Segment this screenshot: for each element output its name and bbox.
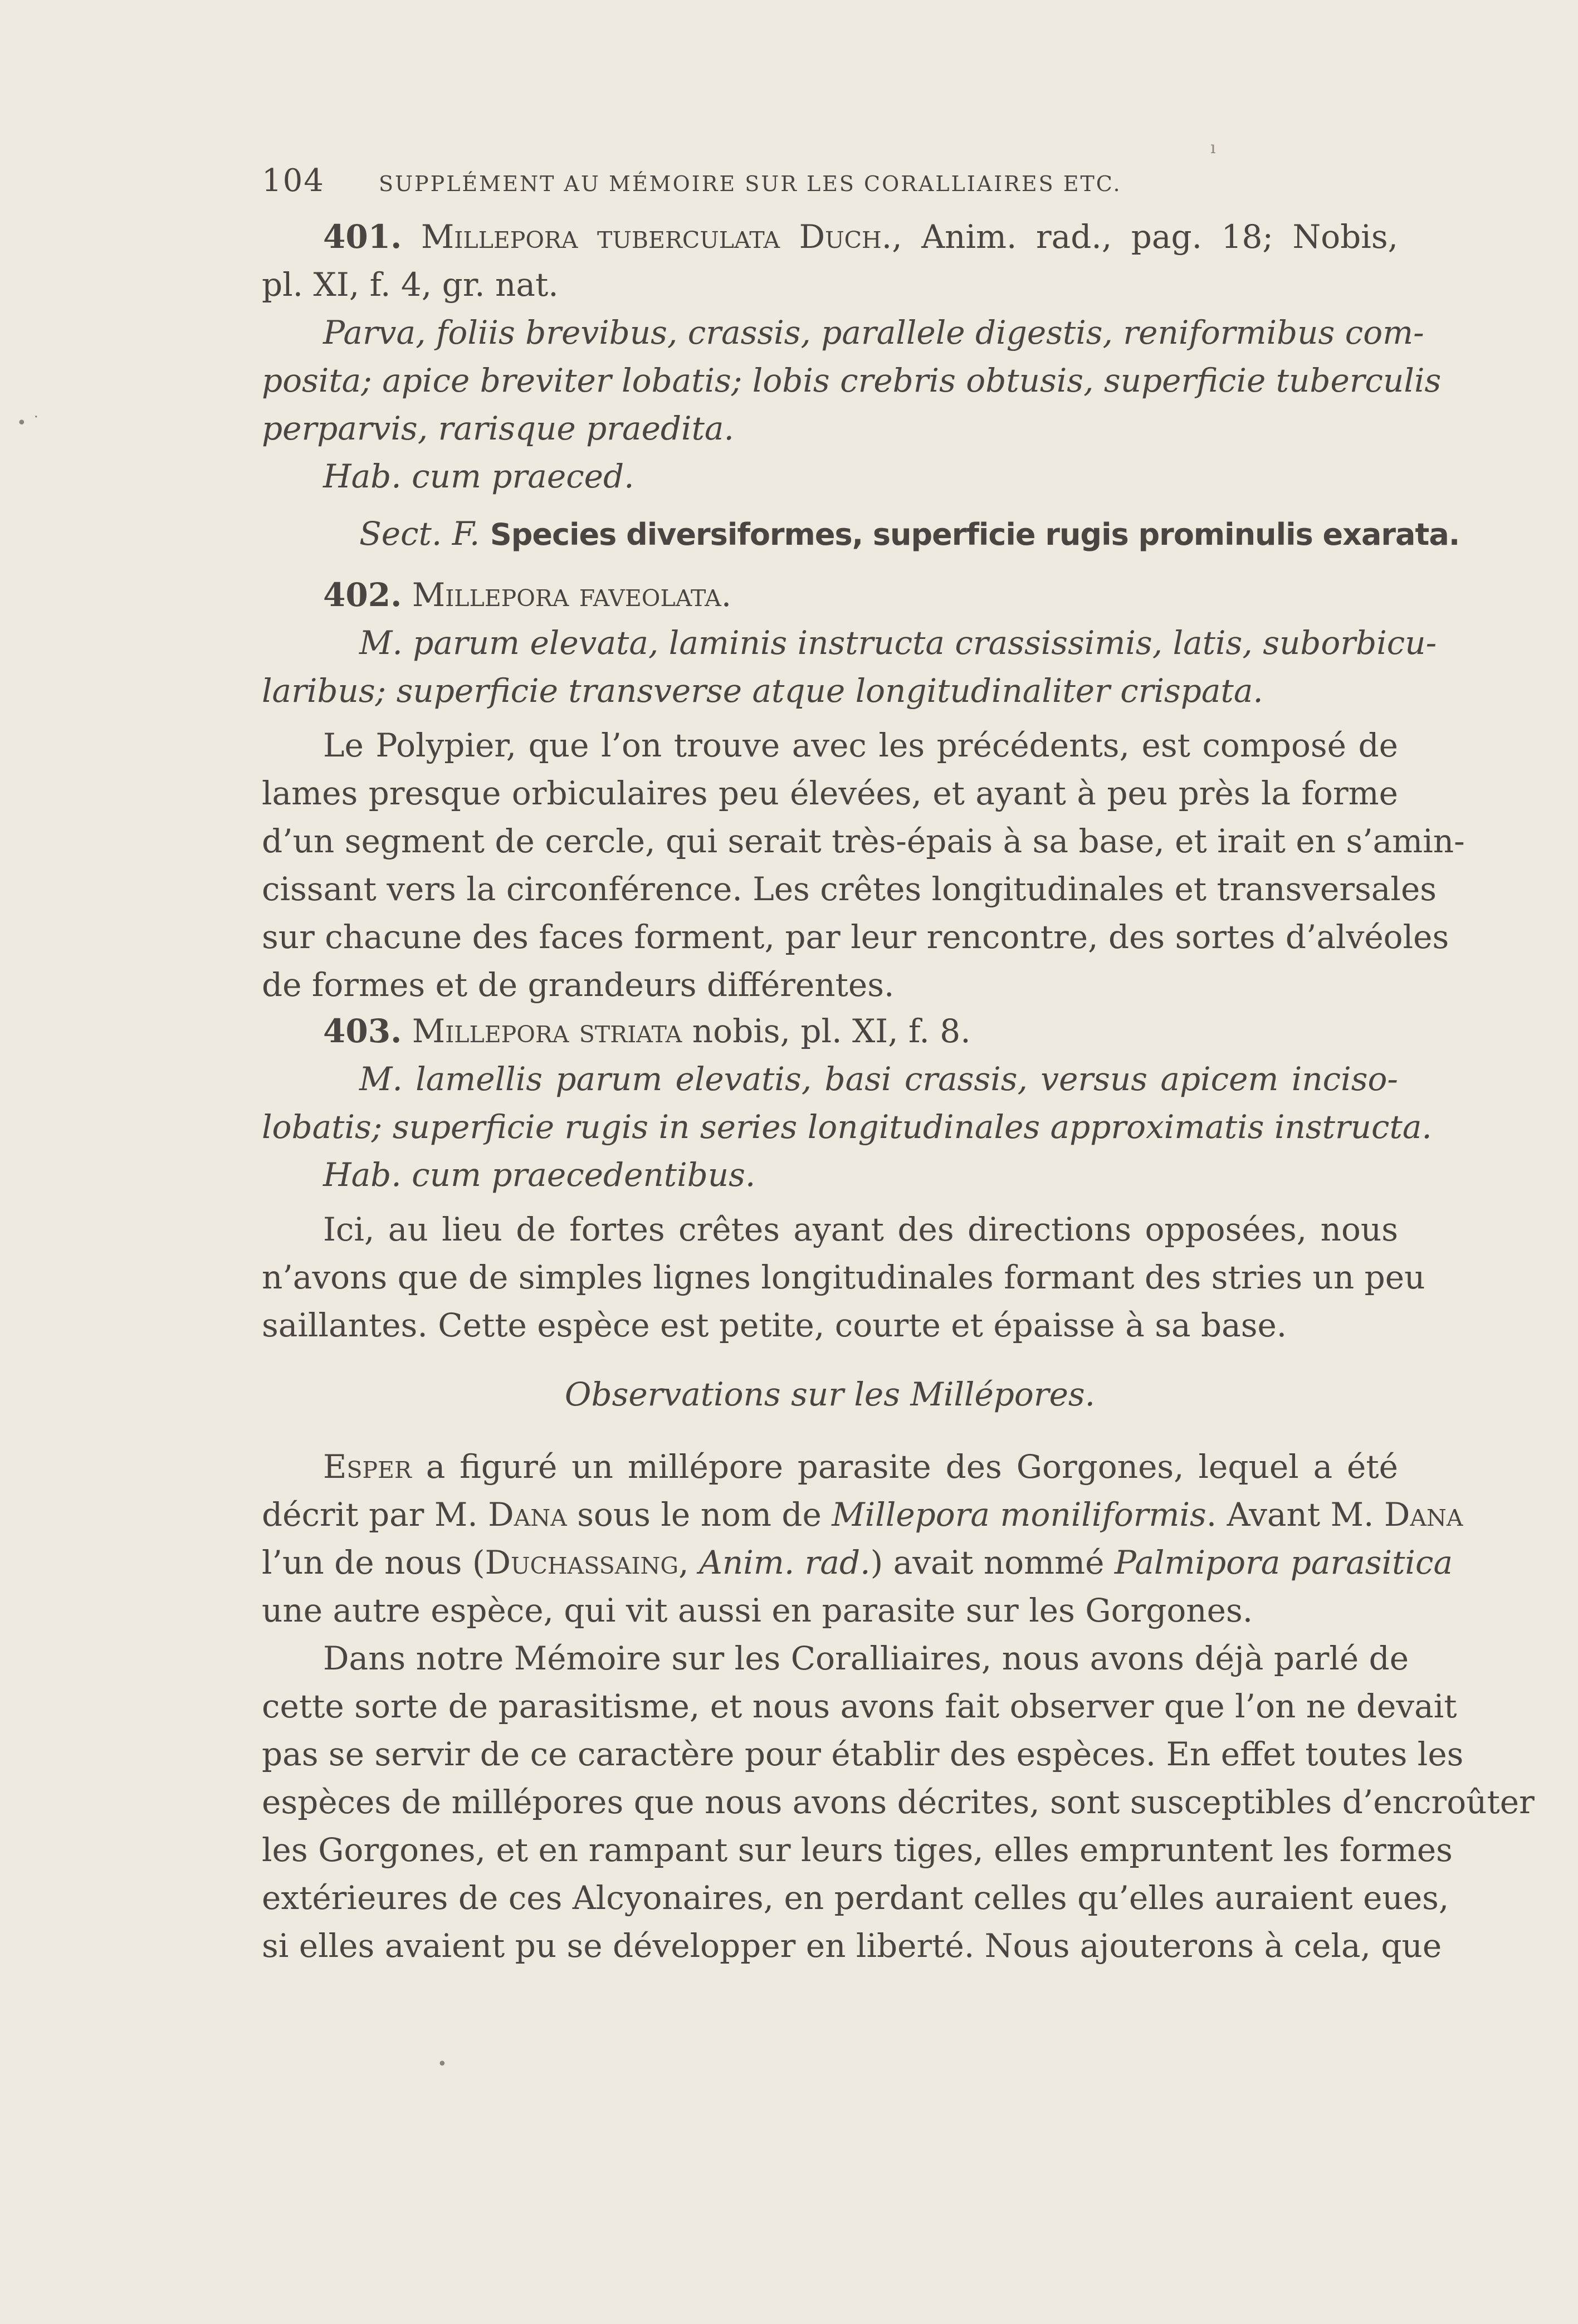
paragraph-line: espèces de millépores que nous avons décrites, sont susceptibles d’encroûter [262,1783,1535,1821]
diagnosis-line: laribus; superficie transverse atque longitudinaliter crispata. [262,672,1263,710]
paragraph-line: n’avons que de simples lignes longitudinales formant des stries un peu [262,1258,1425,1296]
entry-403 [262,1007,1432,1349]
entry-401 [262,213,1442,500]
paragraph-line: une autre espèce, qui vit aussi en parasite sur les Gorgones. [262,1591,1253,1629]
entry-reference: pl. XI, f. 4, gr. nat. [262,266,559,304]
entry-heading: 402. Millepora faveolata. [323,576,732,614]
ink-mark: • ˙ [17,413,41,433]
paragraph-line: de formes et de grandeurs différentes. [262,966,895,1004]
paragraph-line: l’un de nous (Duchassaing, Anim. rad.) avait nommé Palmipora parasitica [262,1544,1453,1581]
ink-mark: ı [1210,138,1216,158]
paragraph-line: d’un segment de cercle, qui serait très-épais à sa base, et irait en s’amin- [262,822,1465,860]
paragraph-line: Le Polypier, que l’on trouve avec les précédents, est composé de [323,726,1398,764]
running-title: SUPPLÉMENT AU MÉMOIRE SUR LES CORALLIAIRES ETC. [379,172,1122,196]
paragraph-line: lames presque orbiculaires peu élevées, et ayant à peu près la forme [262,774,1398,812]
paragraph-line: pas se servir de ce caractère pour établir des espèces. En effet toutes les [262,1735,1464,1773]
paragraph-line: extérieures de ces Alcyonaires, en perdant celles qu’elles auraient eues, [262,1879,1449,1917]
section-title: Species diversiformes, superficie rugis prominulis exarata. [490,517,1460,552]
page-number: 104 [262,163,325,199]
paragraph-line: saillantes. Cette espèce est petite, courte et épaisse à sa base. [262,1306,1287,1344]
running-header [262,163,1220,207]
paragraph-line: cette sorte de parasitisme, et nous avons fait observer que l’on ne devait [262,1687,1457,1725]
observations [262,1370,1535,1970]
diagnosis-line: perparvis, rarisque praedita. [262,409,734,447]
ink-mark: • [437,2054,447,2074]
entry-heading: 401. Millepora tuberculata Duch., Anim. rad., pag. 18; Nobis, [323,218,1399,256]
diagnosis-line: lobatis; superficie rugis in series longitudinales approximatis instructa. [262,1108,1432,1146]
diagnosis-line: M. parum elevata, laminis instructa crassissimis, latis, suborbicu- [359,624,1437,662]
habitat-line: Hab. cum praecedentibus. [323,1156,756,1194]
entry-heading: 403. Millepora striata nobis, pl. XI, f. 8. [323,1012,971,1050]
paragraph-line: si elles avaient pu se développer en liberté. Nous ajouterons à cela, que [262,1927,1442,1965]
section-label: Sect. F. [359,515,480,553]
diagnosis-line: M. lamellis parum elevatis, basi crassis, versus apicem inciso- [359,1060,1398,1098]
entry-402 [262,571,1465,1009]
section-heading [262,510,1460,559]
diagnosis-line: Parva, foliis brevibus, crassis, parallele digestis, reniformibus com- [323,314,1424,351]
paragraph-line: sur chacune des faces forment, par leur rencontre, des sortes d’alvéoles [262,918,1449,956]
paragraph-line: Esper a figuré un millépore parasite des Gorgones, lequel a été [323,1448,1398,1486]
paragraph-line: cissant vers la circonférence. Les crêtes longitudinales et transversales [262,870,1437,908]
observations-heading: Observations sur les Millépores. [564,1375,1096,1413]
paragraph-line: Ici, au lieu de fortes crêtes ayant des directions opposées, nous [323,1210,1398,1248]
diagnosis-line: posita; apice breviter lobatis; lobis crebris obtusis, superficie tuberculis [262,362,1442,399]
paragraph-line: les Gorgones, et en rampant sur leurs tiges, elles empruntent les formes [262,1831,1453,1869]
paragraph-line: décrit par M. Dana sous le nom de Millepora moniliformis. Avant M. Dana [262,1496,1463,1534]
paragraph-line: Dans notre Mémoire sur les Coralliaires, nous avons déjà parlé de [323,1639,1409,1677]
habitat-line: Hab. cum praeced. [323,457,634,495]
